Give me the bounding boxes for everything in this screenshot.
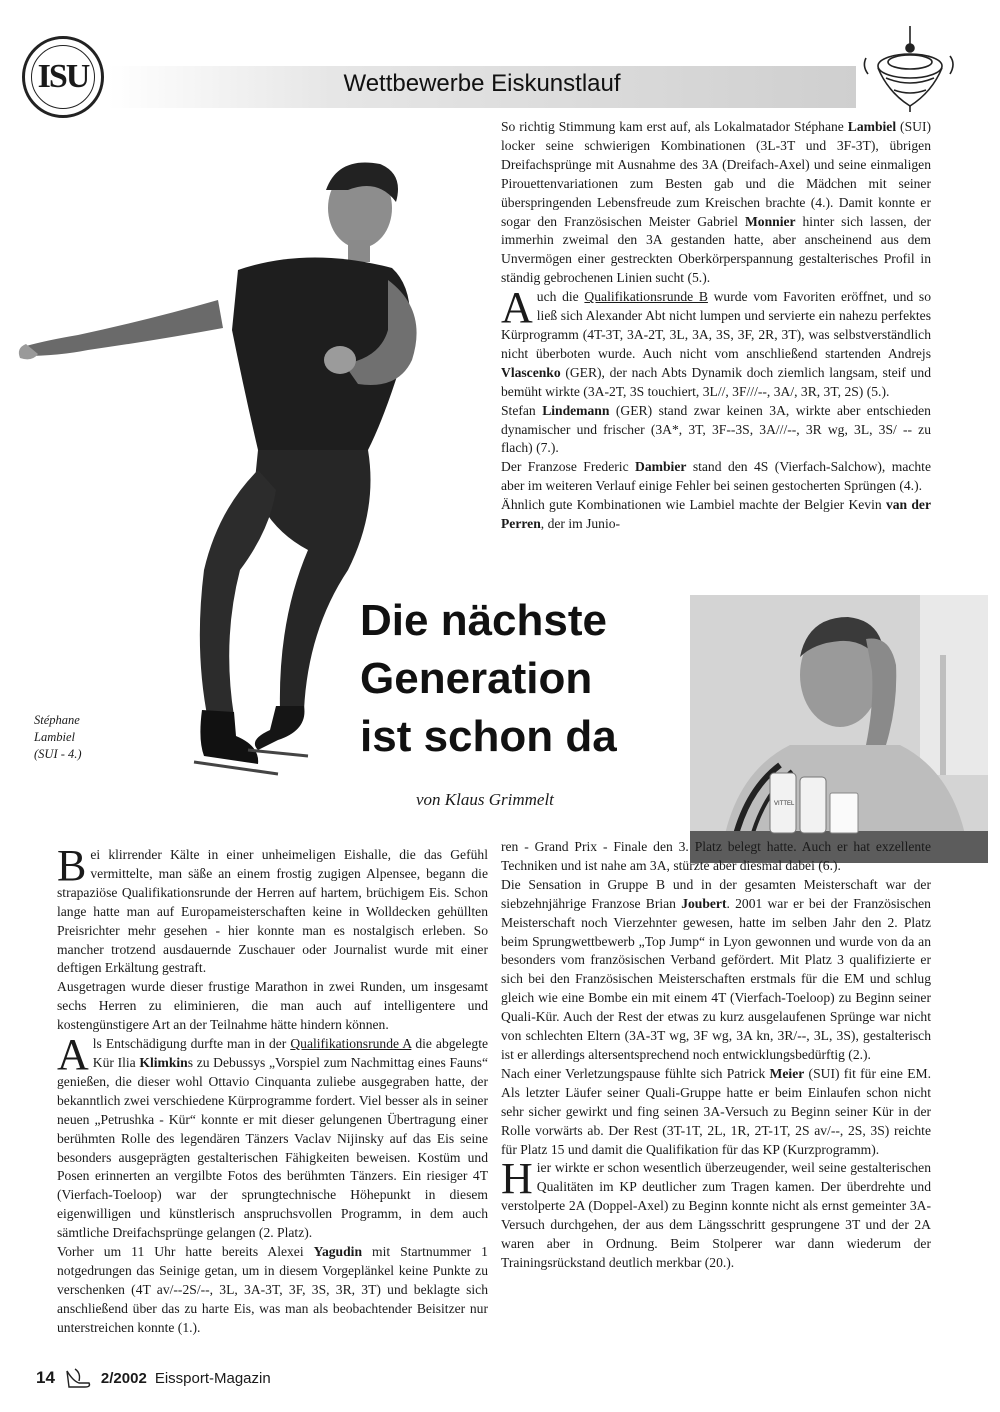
bold-name: Dambier	[635, 459, 687, 475]
text-run: (GER) stand zwar keinen 3A, wirkte aber entschieden dynamischer und frischer (3A*, 3T, 3F--3S, 3A///--, 3R wg, 3L, 3S/ -- zu flach) (7.).	[501, 402, 931, 456]
paragraph	[57, 1030, 489, 1243]
paragraph	[57, 978, 488, 1035]
text-run: die abgelegte Kür Ilia	[92, 1036, 489, 1070]
title-line: Die nächste	[360, 596, 607, 645]
text-run: uch die	[536, 289, 585, 305]
section-title: Wettbewerbe Eiskunstlauf	[343, 70, 621, 97]
text-run: Ähnlich gute Kombinationen wie Lambiel machte der Belgier Kevin	[501, 497, 886, 513]
text-run: , der im Junio-	[540, 516, 621, 532]
paragraph	[501, 1154, 931, 1272]
text-run: ei klirrender Kälte in einer unheimeligen Eishalle, die das Gefühl vermittelte, man säße an einem frostig zugigen Alpensee, begann die strapaziöse Qualifikationsrunde der Herren auf hartem, brüchigem Eis. Schon lange hatte man auf Europameisterschaften keine in Wolldecken gehüllten Preisrichter mehr gesehen - hier konnte man es nostalgisch erleben. So mancher trotzend ausdauernde Zuschauer oder Journalist wurde mit einer deftigen Erkältung gestraft.	[57, 847, 488, 976]
footer	[36, 1367, 271, 1389]
caption-line: Stéphane	[34, 713, 80, 727]
article-title	[360, 592, 690, 766]
caption-line: Lambiel	[34, 730, 75, 744]
drop-cap: B	[57, 841, 87, 890]
text-column-bottom-right	[501, 838, 931, 1273]
text-run: Ausgetragen wurde dieser frustige Marathon in zwei Runden, um insgesamt sechs Herren zu eliminieren, die man auch auf intelligentere und kostengünstigere Art an der Teilnahme hätte hindern können.	[57, 979, 488, 1033]
bottle-label: VITTEL	[774, 801, 795, 807]
paragraph	[57, 841, 488, 978]
text-column-top-right	[501, 118, 931, 534]
text-run: (SUI) fit für eine EM. Als letzter Läufer seiner Quali-Gruppe hatte er beim Einlaufen schon nicht sehr sicher gewirkt und fing seinen 3A-Versuch zu Beginn seiner Kür in der Rolle vorwärts ab. Der Rest (3T-1T, 2L, 1R, 2T-1T, 2S av/--, 2S, 3S) reichte für Platz 15 und damit die Qualifikation für das KP (Kurzprogramm).	[501, 1065, 932, 1157]
drop-cap: A	[501, 283, 533, 333]
joubert-photo	[690, 595, 988, 863]
magazine-name: Eissport-Magazin	[154, 1369, 271, 1387]
paragraph	[501, 458, 931, 496]
bold-name: Yagudin	[313, 1244, 363, 1260]
title-line: ist schon da	[360, 712, 617, 761]
bold-name: Meier	[769, 1065, 805, 1081]
spinning-top-icon	[858, 22, 958, 114]
issue-number: 2/2002	[100, 1369, 147, 1387]
text-run: Stefan	[501, 402, 543, 418]
text-run: (GER), der nach Abts Dynamik doch ziemlich langsam, steif und bemüht wirkte (3A-2T, 3S touchiert, 3L//, 3F///--, 3A/, 3R, 3T, 2S) (5.).	[501, 364, 931, 399]
bold-name: van der Perren	[501, 497, 931, 532]
text-run: Nach einer Verletzungspause fühlte sich Patrick	[501, 1065, 770, 1081]
text-run: So richtig Stimmung kam erst auf, als Lokalmatador Stéphane	[501, 119, 848, 134]
text-run: Die Sensation in Gruppe B und in der gesamten Meisterschaft war der siebzehnjährige Franzose Brian	[501, 876, 931, 911]
text-run: ier wirkte er schon wesentlich überzeugender, weil seine gestalterischen Qualitäten im KP deutlicher zum Tragen kamen. Der überdrehte und verstolperte 2A (Doppel-Axel) zu Beginn konnte nicht als ernst gemeinter 3A-Versuch durchgehen, der aus dem Längsschritt gesprungene 3T und der 2A waren aber in Ordnung. Beim Stolperer war dann wiederum der Trainingsrückstand deutlich merkbar (20.).	[501, 1160, 931, 1270]
caption-line: (SUI - 4.)	[34, 747, 82, 761]
text-run: hinter sich lassen, der immerhin zweimal den 3A gestanden hatte, aber anscheinend aus dem Unvermögen einer gestreckten Oberkörperspannung gestalterisches Profil in ständig gebrochenen Linien sucht (5.).	[501, 213, 931, 286]
text-run: stand den 4S (Vierfach-Salchow), machte aber im weiteren Verlauf einige Fehler bei seinen gestocherten Sprüngen (4.).	[501, 459, 931, 494]
bold-name: Lambiel	[847, 119, 897, 134]
byline: von Klaus Grimmelt	[416, 790, 554, 809]
bold-name: Lindemann	[542, 402, 610, 418]
bold-name: Klimkin	[139, 1054, 188, 1070]
text-run: (SUI) locker seine schwierigen Kombinationen (3L-3T und 3F-3T), übrigen Dreifachsprünge mit Ausnahme des 3A (Dreifach-Axel) und seine einmaligen Pirouettenvariationen zum Besten gab und die Mädchen mit seiner überspringenden Lebensfreude zum Kreischen brachte (4.). Damit konnte er sogar den Französischen Meister Gabriel	[501, 119, 932, 229]
drop-cap: A	[57, 1030, 89, 1080]
bold-name: Joubert	[681, 895, 727, 911]
paragraph	[501, 402, 931, 459]
bold-name: Vlascenko	[501, 364, 561, 380]
isu-logo-text: ISU	[31, 45, 95, 109]
isu-logo	[22, 36, 104, 118]
paragraph	[501, 496, 931, 534]
page-number: 14	[36, 1368, 55, 1387]
paragraph	[57, 1243, 488, 1338]
photo-caption	[34, 712, 114, 763]
paragraph	[501, 876, 931, 1065]
text-run: mit Startnummer 1 notgedrungen das Seinige getan, um in diesem Vorgeplänkel keine Punkte zu verschenken (4T av/--2S/--, 3L, 3A-3T, 3F, 3S, 3R, 3T) und beklagte sich anschließend über das zu harte Eis, was man als beobachtender Beisitzer nur unterstreichen konnte (1.).	[57, 1244, 488, 1335]
paragraph	[501, 118, 931, 288]
text-run: . 2001 war er bei der Französischen Meisterschaft noch Vierzehnter gewesen, hatte im selben Jahr den 2. Platz beim Sprungwettbewerb „Top Jump“ in Lyon gewonnen und wurde von da an besonders vom französischen Verband gefördert. Mit Platz 3 qualifizierte er sich bei den Französischen Meisterschaften erstmals für die EM und schlug gleich wie eine Bombe ein mit einem 4T (Vierfach-Toeloop) zu Beginn seiner Quali-Kür. Auch der Rest der etwas zu kurz ausgelaufenen Sprünge war nicht von schlechten Eltern (3A-3T wg, 3F wg, 3A kn, 3R/--, 3L, 3S), gestalterisch ist er allerdings altersentsprechend noch entwicklungsbedürftig (2.).	[501, 895, 931, 1062]
text-run: Qualifikationsrunde B	[584, 289, 708, 305]
bold-name: Monnier	[744, 213, 796, 229]
text-run: ren - Grand Prix - Finale den 3. Platz belegt hatte. Auch er hat exzellente Techniken und ist nahe am 3A, stürzte aber diesmal dabei (6.).	[501, 839, 931, 873]
paragraph	[501, 838, 931, 876]
title-line: Generation	[360, 654, 593, 703]
text-run: s zu Debussys „Vorspiel zum Nachmittag eines Fauns“ genießen, die dieser wohl Ottavio Cinquanta zuliebe ausgegraben hatte, der bekanntlich zwei verschiedene Kürprogramme fordert. Viel besser als in seiner neuen „Petrushka - Kür“ konnte er mit dieser gelungenen Übertragung einer berühmten Rolle des legendären Tänzers Vaclav Nijinsky auf das Eis seine besonders ausgeprägten gestalterischen Fähigkeiten beweisen. Kostüm und Posen erinnerten an vergilbte Fotos des berühmten Tänzers. Ein riesiger 4T (Vierfach-Toeloop) war der sprungtechnische Höhepunkt in diesem eigenwilligen und künstlerisch anspruchsvollen Programm, in dem auch sämtliche Dreifachsprünge gelangen (2. Platz).	[57, 1054, 488, 1241]
text-column-bottom-left	[57, 841, 489, 1338]
paragraph	[501, 1065, 931, 1160]
text-run: ls Entschädigung durfte man in der	[92, 1036, 291, 1052]
text-run: Der Franzose Frederic	[501, 459, 636, 475]
text-run: Qualifikationsrunde A	[290, 1036, 412, 1052]
paragraph	[501, 283, 931, 401]
text-run: wurde vom Favoriten eröffnet, und so ließ sich Alexander Abt nicht lumpen und servierte ein nahezu perfektes Kürprogramm (4T-3T, 3A-2T, 3L, 3A, 3S, 3F, 2R, 3T), was selbstverständlich nicht überboten wurde. Auch nicht vom anschließend startenden Andrejs	[501, 289, 931, 361]
skate-logo-icon	[63, 1367, 93, 1389]
text-run: Vorher um 11 Uhr hatte bereits Alexei	[57, 1244, 314, 1260]
drop-cap: H	[501, 1154, 533, 1204]
